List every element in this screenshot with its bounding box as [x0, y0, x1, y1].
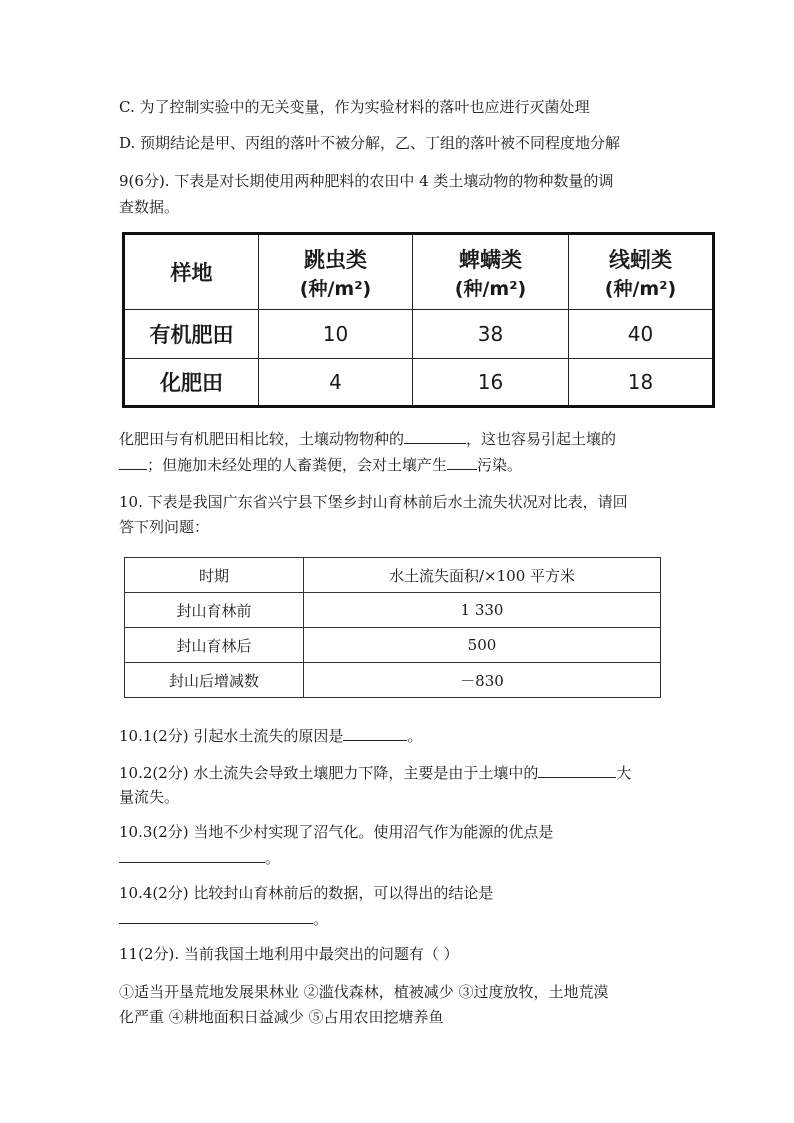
text-segment: 。 — [265, 849, 281, 867]
question-9-answer-line2 — [119, 453, 522, 476]
table1-header-springtail: 跳虫类 (种/m²) — [259, 234, 413, 310]
text-segment: 10.2(2分) 水土流失会导致土壤肥力下降，主要是由于土壤中的 — [119, 764, 539, 782]
answer-blank[interactable] — [538, 761, 616, 778]
table-row — [125, 663, 661, 698]
table1-cell: 18 — [569, 358, 714, 406]
table1-header-site: 样地 — [124, 234, 259, 310]
question-10-2-line2: 量流失。 — [119, 788, 180, 806]
table1-cell: 10 — [259, 310, 413, 358]
question-10-stem-line1: 10. 下表是我国广东省兴宁县下堡乡封山育林前后水土流失状况对比表，请回 — [119, 493, 628, 511]
table2-row-label: 封山育林后 — [125, 628, 304, 663]
answer-blank[interactable] — [119, 907, 313, 924]
table1-row-label: 化肥田 — [124, 358, 259, 406]
text-segment: 。 — [313, 910, 329, 928]
table-row — [124, 358, 714, 406]
table1-row-label: 有机肥田 — [124, 310, 259, 358]
question-10-4-line2 — [119, 907, 328, 930]
text-segment: 10.1(2分) 引起水土流失的原因是 — [119, 727, 344, 745]
question-10-4-line1: 10.4(2分) 比较封山育林前后的数据，可以得出的结论是 — [119, 884, 494, 902]
erosion-table — [124, 557, 661, 698]
question-10-stem-line2: 答下列问题： — [119, 518, 210, 536]
question-10-3-line2 — [119, 846, 280, 869]
question-10-3-line1: 10.3(2分) 当地不少村实现了沼气化。使用沼气作为能源的优点是 — [119, 823, 554, 841]
option-c: C. 为了控制实验中的无关变量，作为实验材料的落叶也应进行灭菌处理 — [119, 98, 590, 116]
table1-header-enchytraeid: 线蚓类 (种/m²) — [569, 234, 714, 310]
table1-cell: 4 — [259, 358, 413, 406]
answer-blank[interactable] — [119, 453, 147, 470]
question-10-2-line1 — [119, 761, 631, 784]
table-row — [125, 593, 661, 628]
text-segment: 化肥田与有机肥田相比较，土壤动物物种的 — [119, 430, 405, 448]
text-segment: 污染。 — [477, 456, 523, 474]
text-segment: ，这也容易引起土壤的 — [466, 430, 617, 448]
question-11-options-line2: 化严重 ④耕地面积日益减少 ⑤占用农田挖塘养鱼 — [119, 1008, 444, 1026]
option-d: D. 预期结论是甲、丙组的落叶不被分解，乙、丁组的落叶被不同程度地分解 — [119, 134, 621, 152]
answer-blank[interactable] — [343, 724, 407, 741]
table2-header-area: 水土流失面积/×100 平方米 — [304, 558, 661, 593]
table1-cell: 38 — [413, 310, 569, 358]
text-segment: ；但施加未经处理的人畜粪便，会对土壤产生 — [147, 456, 448, 474]
question-11-stem: 11(2分). 当前我国土地利用中最突出的问题有（ ） — [119, 945, 459, 963]
table1-header-mite: 蜱螨类 (种/m²) — [413, 234, 569, 310]
question-9-stem-line1: 9(6分). 下表是对长期使用两种肥料的农田中 4 类土壤动物的物种数量的调 — [119, 172, 614, 190]
table2-cell: 500 — [304, 628, 661, 663]
question-9-stem-line2: 查数据。 — [119, 198, 180, 216]
soil-animal-table — [122, 232, 715, 408]
table-row — [124, 310, 714, 358]
question-11-options-line1: ①适当开垦荒地发展果林业 ②滥伐森林，植被减少 ③过度放牧，土地荒漠 — [119, 983, 609, 1001]
answer-blank[interactable] — [119, 846, 265, 863]
table-header-row — [125, 558, 661, 593]
question-9-answer-line1 — [119, 427, 616, 450]
table2-row-label: 封山后增减数 — [125, 663, 304, 698]
text-segment: 大 — [616, 764, 632, 782]
table1-cell: 40 — [569, 310, 714, 358]
answer-blank[interactable] — [447, 453, 477, 470]
table2-header-period: 时期 — [125, 558, 304, 593]
table2-cell: －830 — [304, 663, 661, 698]
text-segment: 。 — [407, 727, 423, 745]
table1-cell: 16 — [413, 358, 569, 406]
question-10-1 — [119, 724, 422, 747]
table2-row-label: 封山育林前 — [125, 593, 304, 628]
table-row — [125, 628, 661, 663]
answer-blank[interactable] — [404, 427, 466, 444]
table2-cell: 1 330 — [304, 593, 661, 628]
